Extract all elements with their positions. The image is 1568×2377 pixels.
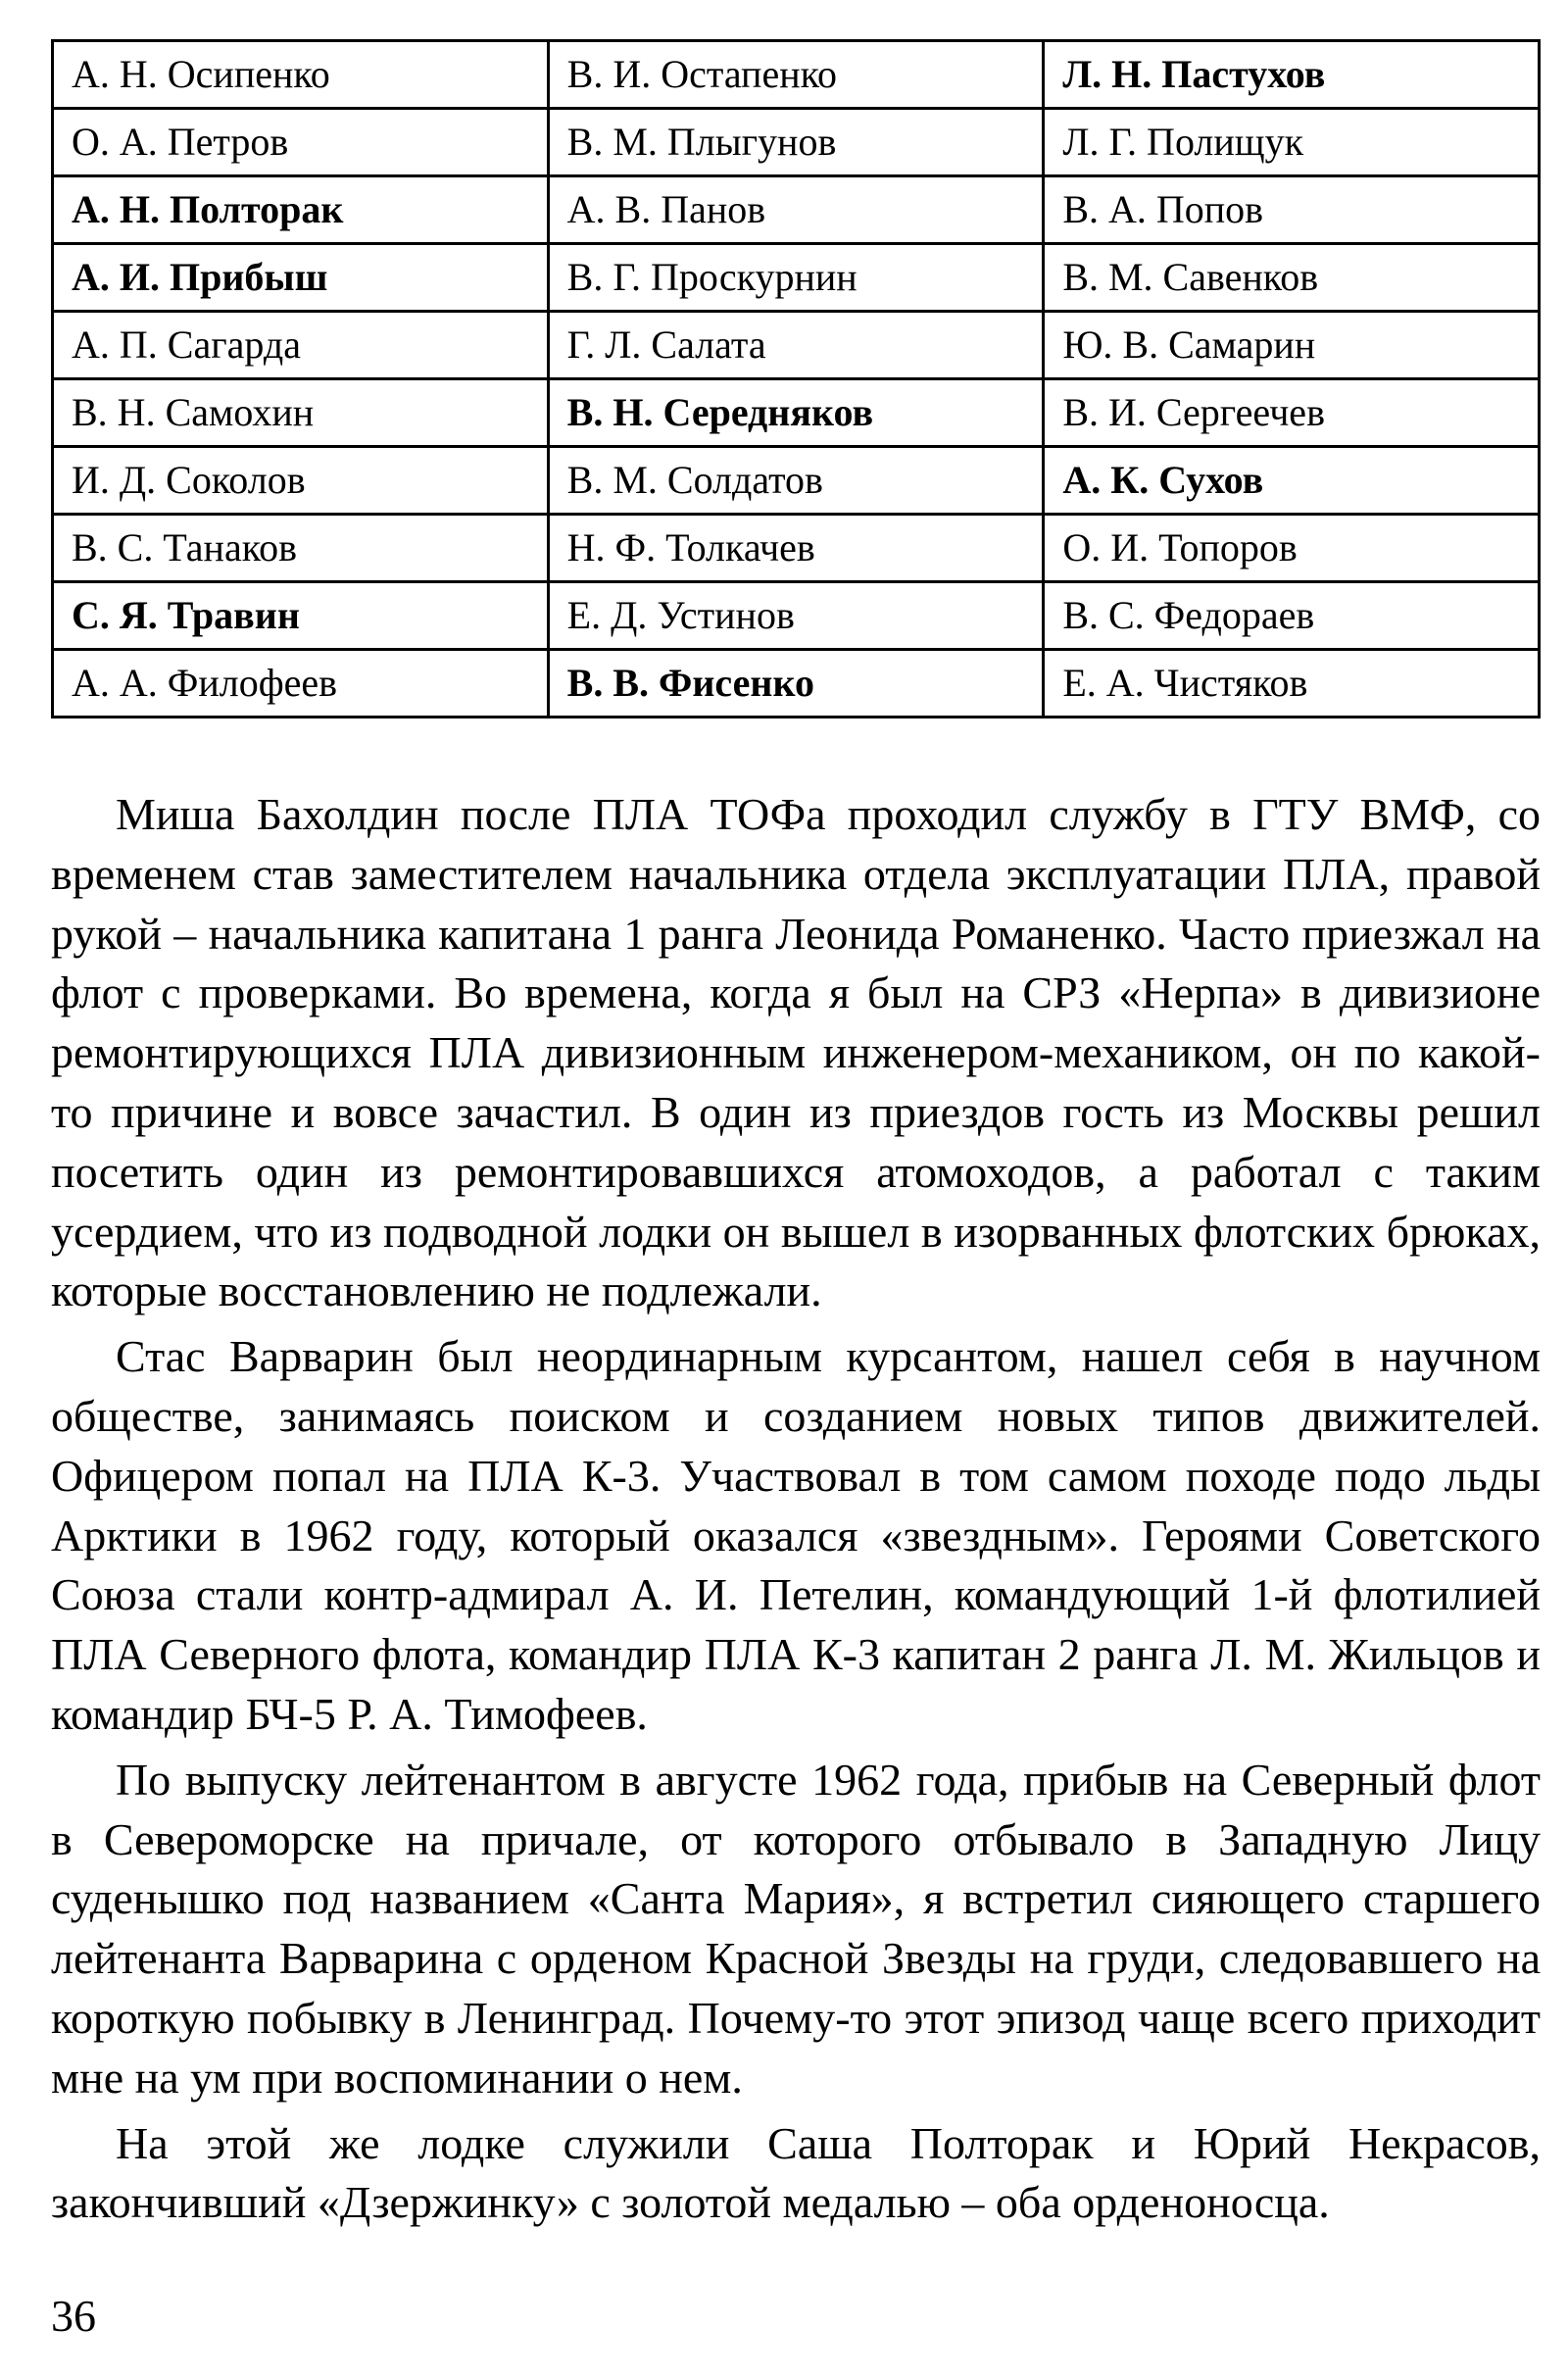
table-cell-name: В. И. Остапенко <box>548 41 1044 109</box>
table-cell-name: В. В. Фисенко <box>548 650 1044 718</box>
table-cell-name: Г. Л. Салата <box>548 312 1044 379</box>
table-cell-name: В. Н. Самохин <box>53 379 549 447</box>
table-cell-name: В. С. Танаков <box>53 515 549 582</box>
table-cell-name: А. К. Сухов <box>1044 447 1540 515</box>
body-text <box>51 785 1541 2233</box>
table-row <box>53 447 1540 515</box>
table-cell-name: Л. Н. Пастухов <box>1044 41 1540 109</box>
table-cell-name: Е. Д. Устинов <box>548 582 1044 650</box>
paragraph-2: Стас Варварин был неординарным курсантом, нашел себя в научном обществе, занимаясь поиском и созданием новых типов движителей. Офицером попал на ПЛА К-3. Участвовал в том самом походе подо льды Арктики в 1962 году, который оказался «звездным». Героями Советского Союза стали контр-адмирал А. И. Петелин, командующий 1-й флотилией ПЛА Северного флота, командир ПЛА К-3 капитан 2 ранга Л. М. Жильцов и командир БЧ-5 Р. А. Тимофеев. <box>51 1331 1541 1739</box>
table-cell-name: Л. Г. Полищук <box>1044 109 1540 176</box>
table-cell-name: О. А. Петров <box>53 109 549 176</box>
table-row <box>53 582 1540 650</box>
table-cell-name: В. И. Сергеечев <box>1044 379 1540 447</box>
table-cell-name: В. М. Плыгунов <box>548 109 1044 176</box>
table-cell-name: В. М. Солдатов <box>548 447 1044 515</box>
table-cell-name: С. Я. Травин <box>53 582 549 650</box>
table-cell-name: А. В. Панов <box>548 176 1044 244</box>
table-row <box>53 650 1540 718</box>
table-cell-name: Н. Ф. Толкачев <box>548 515 1044 582</box>
paragraph-1: Миша Бахолдин после ПЛА ТОФа проходил службу в ГТУ ВМФ, со временем став заместителем начальника отдела эксплуатации ПЛА, правой рукой – начальника капитана 1 ранга Леонида Романенко. Часто приезжал на флот с проверками. Во времена, когда я был на СРЗ «Нерпа» в дивизионе ремонтирующихся ПЛА дивизионным инженером-механиком, он по какой-то причине и вовсе зачастил. В один из приездов гость из Москвы решил посетить один из ремонтировавшихся атомоходов, а работал с таким усердием, что из подводной лодки он вышел в изорванных флотских брюках, которые восстановлению не подлежали. <box>51 789 1541 1316</box>
table-cell-name: А. П. Сагарда <box>53 312 549 379</box>
table-cell-name: В. М. Савенков <box>1044 244 1540 312</box>
page-number: 36 <box>51 2291 96 2341</box>
table-cell-name: А. И. Прибыш <box>53 244 549 312</box>
table-row <box>53 109 1540 176</box>
table-cell-name: В. С. Федораев <box>1044 582 1540 650</box>
paragraph-3: По выпуску лейтенантом в августе 1962 года, прибыв на Северный флот в Североморске на причале, от которого отбывало в Западную Лицу суденышко под названием «Санта Мария», я встретил сияющего старшего лейтенанта Варварина с орденом Красной Звезды на груди, следовавшего на короткую побывку в Ленинград. Почему-то этот эпизод чаще всего приходит мне на ум при воспоминании о нем. <box>51 1754 1541 2103</box>
names-table-body <box>53 41 1540 718</box>
table-cell-name: В. Н. Середняков <box>548 379 1044 447</box>
table-cell-name: В. Г. Проскурнин <box>548 244 1044 312</box>
table-row <box>53 379 1540 447</box>
table-row <box>53 176 1540 244</box>
paragraph-4: На этой же лодке служили Саша Полторак и Юрий Некрасов, закончивший «Дзержинку» с золотой медалью – оба орденоносца. <box>51 2117 1541 2228</box>
table-row <box>53 515 1540 582</box>
table-cell-name: И. Д. Соколов <box>53 447 549 515</box>
table-cell-name: Ю. В. Самарин <box>1044 312 1540 379</box>
names-table <box>51 39 1541 718</box>
table-cell-name: А. Н. Полторак <box>53 176 549 244</box>
table-cell-name: А. А. Филофеев <box>53 650 549 718</box>
table-row <box>53 312 1540 379</box>
table-row <box>53 244 1540 312</box>
table-row <box>53 41 1540 109</box>
table-cell-name: О. И. Топоров <box>1044 515 1540 582</box>
book-page <box>51 39 1541 2352</box>
table-cell-name: Е. А. Чистяков <box>1044 650 1540 718</box>
table-cell-name: В. А. Попов <box>1044 176 1540 244</box>
table-cell-name: А. Н. Осипенко <box>53 41 549 109</box>
